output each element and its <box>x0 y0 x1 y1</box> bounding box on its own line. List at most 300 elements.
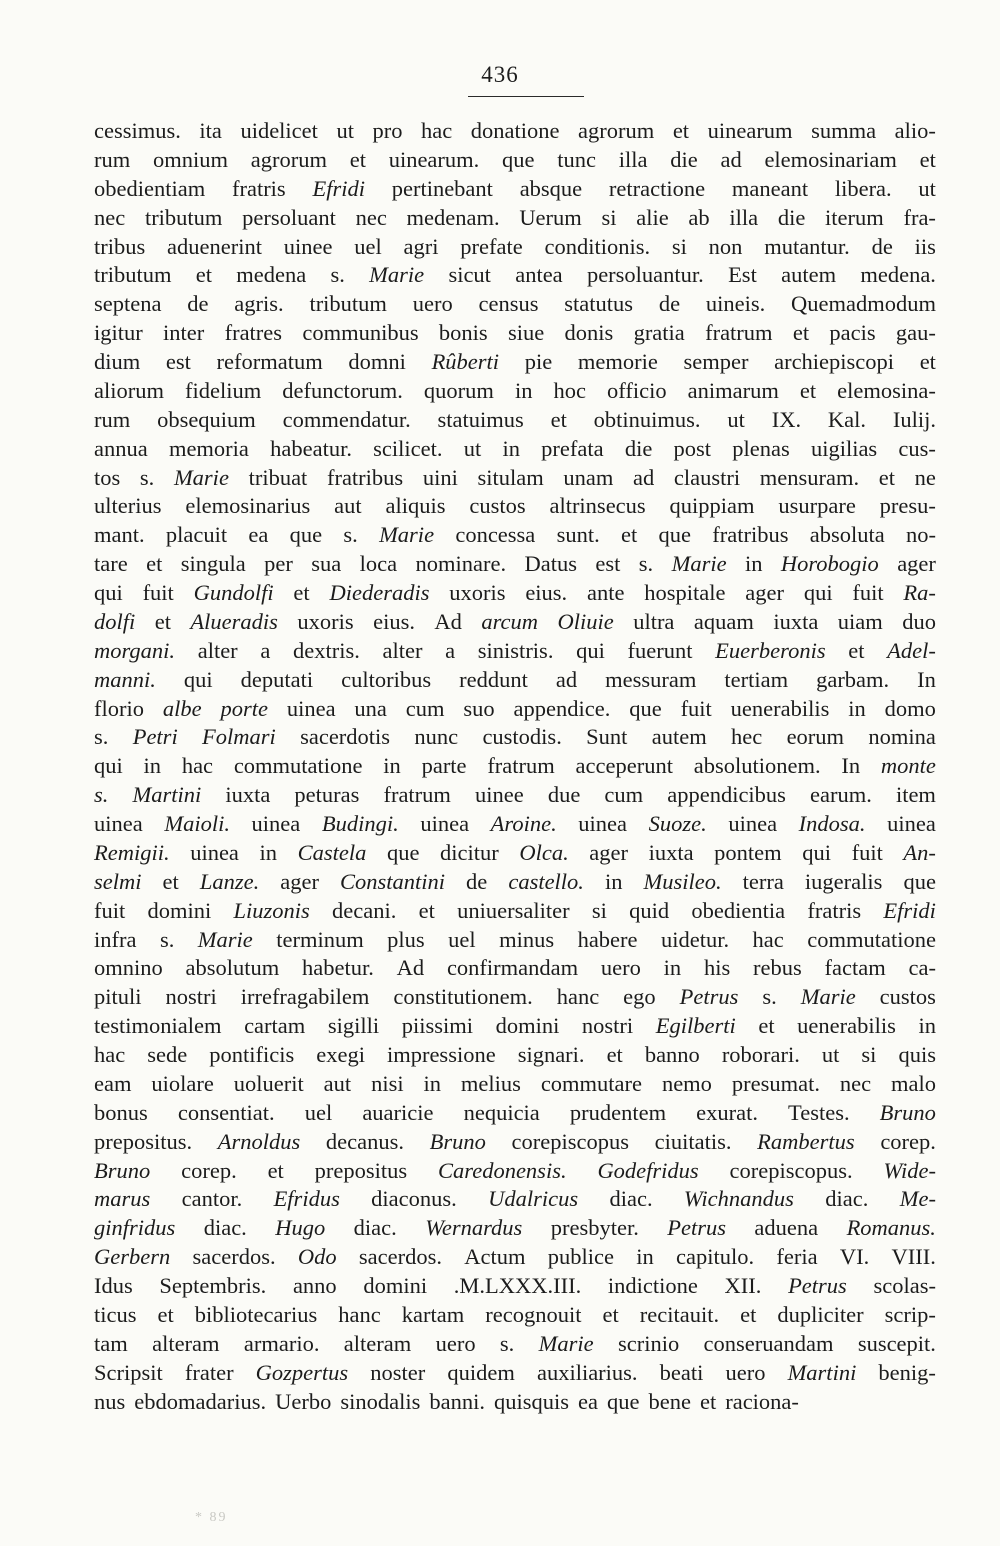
word: fratrum <box>705 320 773 346</box>
word: quidem <box>447 1359 515 1385</box>
word: ager <box>897 551 936 577</box>
text-line <box>94 319 936 348</box>
word: benig- <box>878 1359 936 1385</box>
italic-word: ginfridus <box>94 1215 176 1241</box>
word: usurpare <box>778 493 856 519</box>
word: ager <box>280 868 319 894</box>
word: Actum <box>464 1244 526 1270</box>
word: una <box>354 695 387 721</box>
word: nus <box>94 1388 126 1414</box>
word: scrinio <box>617 1330 680 1356</box>
text-line <box>94 1388 936 1417</box>
word: aduenerint <box>167 233 262 259</box>
word: agrorum <box>250 146 327 172</box>
italic-word: Castela <box>297 839 367 865</box>
word: uinea <box>286 695 336 721</box>
word: tare <box>94 551 128 577</box>
italic-word: Efridus <box>273 1186 340 1212</box>
italic-word: Wichnandus <box>683 1186 794 1212</box>
word: nemo <box>661 1070 712 1096</box>
text-line <box>94 897 936 926</box>
word: statuimus <box>437 406 524 432</box>
text-line <box>94 261 936 290</box>
italic-word: Liuzonis <box>233 897 310 923</box>
word: uero <box>435 1330 476 1356</box>
word: recitauit. <box>639 1301 720 1327</box>
word: uoluerit <box>233 1070 304 1096</box>
word: que <box>629 695 662 721</box>
word: ager <box>745 580 785 605</box>
text-line <box>94 637 936 666</box>
word: nunc <box>414 724 459 750</box>
word: uxoris <box>297 608 354 634</box>
word: Idus <box>94 1273 133 1298</box>
word: diac. <box>825 1186 869 1212</box>
word: auaricie <box>362 1099 434 1125</box>
word: archiepiscopi <box>774 349 895 374</box>
word: si <box>671 233 687 259</box>
word: autem <box>781 262 837 288</box>
word: tunc <box>557 146 596 172</box>
word: de <box>871 233 893 259</box>
word: sicut <box>448 262 491 288</box>
word: malo <box>891 1070 936 1096</box>
word: uero <box>412 291 453 317</box>
word: et <box>267 1157 284 1183</box>
word: s. <box>343 522 358 548</box>
word: et <box>758 1013 775 1039</box>
word: diaconus. <box>371 1186 457 1212</box>
text-line <box>94 464 936 493</box>
word: uenerabilis <box>797 1013 896 1039</box>
word: ad <box>720 146 742 172</box>
word: fratrum <box>487 753 555 779</box>
word: et <box>195 262 213 288</box>
word: ticus <box>94 1301 137 1327</box>
word: ut <box>727 406 745 432</box>
word: irrefragabilem <box>240 984 370 1010</box>
italic-word: Bruno <box>429 1128 486 1154</box>
word: nec <box>839 1070 872 1096</box>
word: prudentem <box>569 1099 667 1125</box>
word: Uerum <box>519 204 582 230</box>
word: no- <box>906 522 936 548</box>
word: garbam. <box>816 666 890 692</box>
word: nequicia <box>463 1099 540 1125</box>
word: quippiam <box>669 493 755 519</box>
italic-word: Me- <box>899 1186 936 1212</box>
word: corep. <box>880 1128 936 1154</box>
word: et <box>799 377 817 403</box>
italic-word: morgani. <box>94 637 176 663</box>
word: obtinuimus. <box>593 406 701 432</box>
word: quid <box>629 897 670 923</box>
word: suo <box>463 695 495 721</box>
word: frater <box>184 1359 234 1385</box>
word: presumat. <box>731 1070 820 1096</box>
word: beati <box>659 1359 704 1385</box>
word: sigilli <box>327 1013 380 1039</box>
word: situlam <box>477 464 544 490</box>
text-line <box>94 435 936 464</box>
word: est <box>165 349 191 374</box>
word: exegi <box>316 1042 365 1067</box>
word: ut <box>463 435 482 461</box>
word: gratia <box>633 320 685 346</box>
word: mensuram. <box>759 464 860 490</box>
word: census <box>478 291 539 317</box>
text-line <box>94 550 936 579</box>
word: corep. <box>181 1157 237 1183</box>
word: die <box>670 146 698 172</box>
word: ante <box>586 580 625 605</box>
word: de <box>187 291 209 317</box>
word: fuerunt <box>627 637 693 663</box>
word: cus- <box>898 435 936 461</box>
word: messuram <box>605 666 697 692</box>
word: et <box>418 897 435 923</box>
word: dupliciter <box>777 1301 864 1327</box>
word: minus <box>499 926 555 952</box>
word: bonus <box>94 1099 148 1125</box>
word: In <box>841 753 861 779</box>
word: elemosina- <box>837 377 936 403</box>
word: uel <box>354 233 382 259</box>
word: per <box>264 551 293 577</box>
word: impressione <box>386 1042 496 1067</box>
text-line <box>94 868 936 897</box>
word: gau- <box>895 320 936 346</box>
word: et <box>550 406 567 432</box>
word: armario. <box>243 1330 320 1356</box>
italic-word: Martini <box>787 1359 857 1385</box>
word: terra <box>742 868 784 894</box>
italic-word: Petrus <box>679 984 739 1010</box>
word: tributum <box>144 204 223 230</box>
word: in <box>502 435 520 461</box>
word: piissimi <box>401 1013 473 1039</box>
word: alio- <box>894 118 936 143</box>
word: mant. <box>94 522 145 548</box>
word: quis <box>898 1042 936 1067</box>
word: appendice. <box>513 695 611 721</box>
word: exurat. <box>696 1099 758 1125</box>
word: Kal. <box>827 406 867 432</box>
word: hac <box>181 753 214 779</box>
italic-word: Petri <box>132 724 178 750</box>
word: ciuitatis. <box>654 1128 732 1154</box>
word: dextris. <box>292 637 360 663</box>
word: fratribus <box>712 522 789 548</box>
text-line <box>94 781 936 810</box>
word: tribuat <box>248 464 308 490</box>
italic-word: Egilberti <box>655 1013 736 1039</box>
text-line <box>94 348 936 377</box>
word: nomina <box>868 724 936 750</box>
word: et <box>162 868 179 894</box>
word: ne <box>914 464 936 490</box>
italic-word: Ra- <box>903 580 936 605</box>
word: decanus. <box>325 1128 405 1154</box>
word: uiam <box>837 608 883 634</box>
word: medena. <box>860 262 936 288</box>
word: libera. <box>834 175 892 201</box>
word: que <box>658 522 691 548</box>
word: uinea <box>94 811 143 836</box>
word: uinearum <box>707 118 793 143</box>
word: banni. <box>429 1388 485 1414</box>
word: peturas <box>294 782 360 808</box>
text-line <box>94 1185 936 1214</box>
text-line <box>94 839 936 868</box>
word: die <box>624 435 653 461</box>
word: IX. <box>771 406 802 432</box>
word: qui <box>803 580 833 605</box>
word: ca- <box>908 955 936 981</box>
word: que <box>903 868 936 894</box>
word: que <box>502 146 535 172</box>
italic-word: Musileo. <box>643 868 722 894</box>
word: et <box>919 146 936 172</box>
word: Datus <box>524 551 578 577</box>
text-line <box>94 695 936 724</box>
word: hec <box>731 724 763 750</box>
word: die <box>777 204 806 230</box>
word: decani. <box>332 897 397 923</box>
word: uinee <box>475 782 524 808</box>
italic-word: Rambertus <box>757 1128 855 1154</box>
text-line <box>94 233 936 262</box>
word: et <box>154 608 171 634</box>
word: consentiat. <box>177 1099 275 1125</box>
word: officio <box>607 377 667 403</box>
word: tertiam <box>724 666 789 692</box>
text-line <box>94 1099 936 1128</box>
word: ad <box>633 464 655 490</box>
italic-word: Udalricus <box>488 1186 579 1212</box>
word: suscepit. <box>857 1330 936 1356</box>
word: s. <box>159 926 175 952</box>
word: post <box>673 435 712 461</box>
word: alie <box>636 204 669 230</box>
italic-word: Godefridus <box>597 1157 699 1183</box>
italic-word: Petrus <box>788 1273 847 1298</box>
word: uinea <box>578 811 628 836</box>
word: banno <box>644 1042 700 1067</box>
word: qui <box>183 666 213 692</box>
word: prefate <box>460 233 523 259</box>
word: persoluant <box>242 204 336 230</box>
text-line <box>94 175 936 204</box>
word: inter <box>163 320 205 346</box>
word: sacerdotis <box>300 724 391 750</box>
word: conseruandam <box>703 1330 834 1356</box>
word: uinea <box>728 811 778 836</box>
word: et <box>878 464 896 490</box>
word: auxiliarius. <box>536 1359 638 1385</box>
word: qui <box>94 580 123 605</box>
word: .M.LXXX.III. <box>453 1273 582 1298</box>
word: rum <box>94 146 131 172</box>
word: placuit <box>165 522 228 548</box>
body-text <box>94 117 936 1416</box>
italic-word: Constantini <box>339 868 446 894</box>
word: eorum <box>786 724 845 750</box>
word: et <box>792 320 810 346</box>
word: si <box>861 1042 877 1067</box>
word: habere <box>577 926 638 952</box>
text-line <box>94 1070 936 1099</box>
word: ea <box>578 1388 598 1414</box>
italic-word: Hugo <box>275 1215 326 1241</box>
word: prepositus. <box>94 1128 193 1154</box>
word: reddunt <box>459 666 528 692</box>
word: infra <box>94 926 137 952</box>
italic-word: Budingi. <box>321 811 399 836</box>
text-line <box>94 290 936 319</box>
word: melius <box>460 1070 521 1096</box>
word: pontificis <box>209 1042 295 1067</box>
word: Septembris. <box>159 1273 267 1298</box>
word: Ad <box>434 608 462 634</box>
word: nec <box>355 204 387 230</box>
word: donis <box>564 320 614 346</box>
italic-word: Marie <box>379 522 435 548</box>
word: noster <box>370 1359 426 1385</box>
word: in <box>259 839 278 865</box>
word: que <box>386 839 420 865</box>
word: aliquis <box>385 493 446 519</box>
word: bene <box>648 1388 691 1414</box>
word: iuxta <box>773 608 819 634</box>
word: pacis <box>829 320 876 346</box>
word: aut <box>323 1070 352 1096</box>
word: Testes. <box>788 1099 850 1125</box>
word: de <box>658 291 681 317</box>
italic-word: Adel- <box>887 637 936 663</box>
word: agris. <box>234 291 284 317</box>
word: parte <box>421 753 467 779</box>
word: cantor. <box>181 1186 243 1212</box>
word: deputati <box>240 666 314 692</box>
italic-word: Efridi <box>312 175 365 201</box>
word: defunctorum. <box>282 377 403 403</box>
italic-word: porte <box>220 695 268 721</box>
word: presbyter. <box>550 1215 639 1241</box>
word: Sunt <box>586 724 628 750</box>
word: unam <box>563 464 614 490</box>
word: et <box>919 349 936 374</box>
word: domini <box>495 1013 560 1039</box>
word: testimonialem <box>94 1013 222 1039</box>
text-line <box>94 521 936 550</box>
text-line <box>94 1330 936 1359</box>
word: fuit <box>94 897 126 923</box>
word: s. <box>499 1330 515 1356</box>
italic-word: Martini <box>132 782 202 808</box>
italic-word: monte <box>880 753 936 779</box>
word: ulterius <box>94 493 162 519</box>
word: illa <box>729 204 759 230</box>
text-line <box>94 1012 936 1041</box>
word: Uerbo <box>275 1388 332 1414</box>
word: commutatione <box>807 926 936 952</box>
word: ab <box>688 204 710 230</box>
word: in <box>604 868 623 894</box>
word: cultoribus <box>341 666 432 692</box>
word: presu- <box>879 493 936 519</box>
word: hac <box>421 118 453 143</box>
word: ita <box>199 118 222 143</box>
word: In <box>917 666 936 692</box>
word: fratres <box>224 320 283 346</box>
word: est <box>595 551 621 577</box>
word: omnium <box>152 146 228 172</box>
italic-word: selmi <box>94 868 142 894</box>
word: in <box>383 753 401 779</box>
word: nostri <box>581 1013 634 1039</box>
italic-word: Efridi <box>883 897 936 923</box>
word: obedientiam <box>94 175 206 201</box>
word: ultra <box>633 608 675 634</box>
word: animarum <box>687 377 779 403</box>
word: item <box>895 782 936 808</box>
word: septena <box>94 291 162 317</box>
word: iugeralis <box>804 868 883 894</box>
word: alteram <box>152 1330 220 1356</box>
word: pie <box>524 349 553 374</box>
word: uiolare <box>151 1070 214 1096</box>
word: bibliotecarius <box>194 1301 318 1327</box>
word: et <box>157 1301 174 1327</box>
word: florio <box>94 695 144 721</box>
word: loca <box>359 551 398 577</box>
word: in <box>848 695 866 721</box>
word: et <box>740 1301 757 1327</box>
word: fuit <box>142 580 174 605</box>
word: igitur <box>94 320 143 346</box>
word: absolutionem. <box>693 753 821 779</box>
italic-word: marus <box>94 1186 151 1212</box>
text-line <box>94 579 936 608</box>
word: qui <box>802 839 831 865</box>
text-line <box>94 666 936 695</box>
italic-word: castello. <box>508 868 584 894</box>
italic-word: dolfi <box>94 608 136 634</box>
italic-word: Lanze. <box>199 868 260 894</box>
word: tributum <box>94 262 172 288</box>
italic-word: Gozpertus <box>255 1359 349 1385</box>
word: et <box>293 580 310 605</box>
word: si <box>591 897 607 923</box>
word: plus <box>387 926 425 952</box>
word: summa <box>811 118 877 143</box>
word: in <box>636 1244 654 1270</box>
word: conditionis. <box>544 233 651 259</box>
word: alter <box>197 637 238 663</box>
word: ego <box>623 984 656 1010</box>
word: roborari. <box>721 1042 800 1067</box>
word: absoluta <box>809 522 885 548</box>
italic-word: Suoze. <box>648 811 707 836</box>
text-line <box>94 608 936 637</box>
word: habetur. <box>302 955 374 981</box>
word: ebdomadarius. <box>134 1388 267 1414</box>
word: eam <box>94 1070 132 1096</box>
word: commendatur. <box>282 406 411 432</box>
italic-word: An- <box>903 839 936 865</box>
word: publice <box>547 1244 614 1270</box>
